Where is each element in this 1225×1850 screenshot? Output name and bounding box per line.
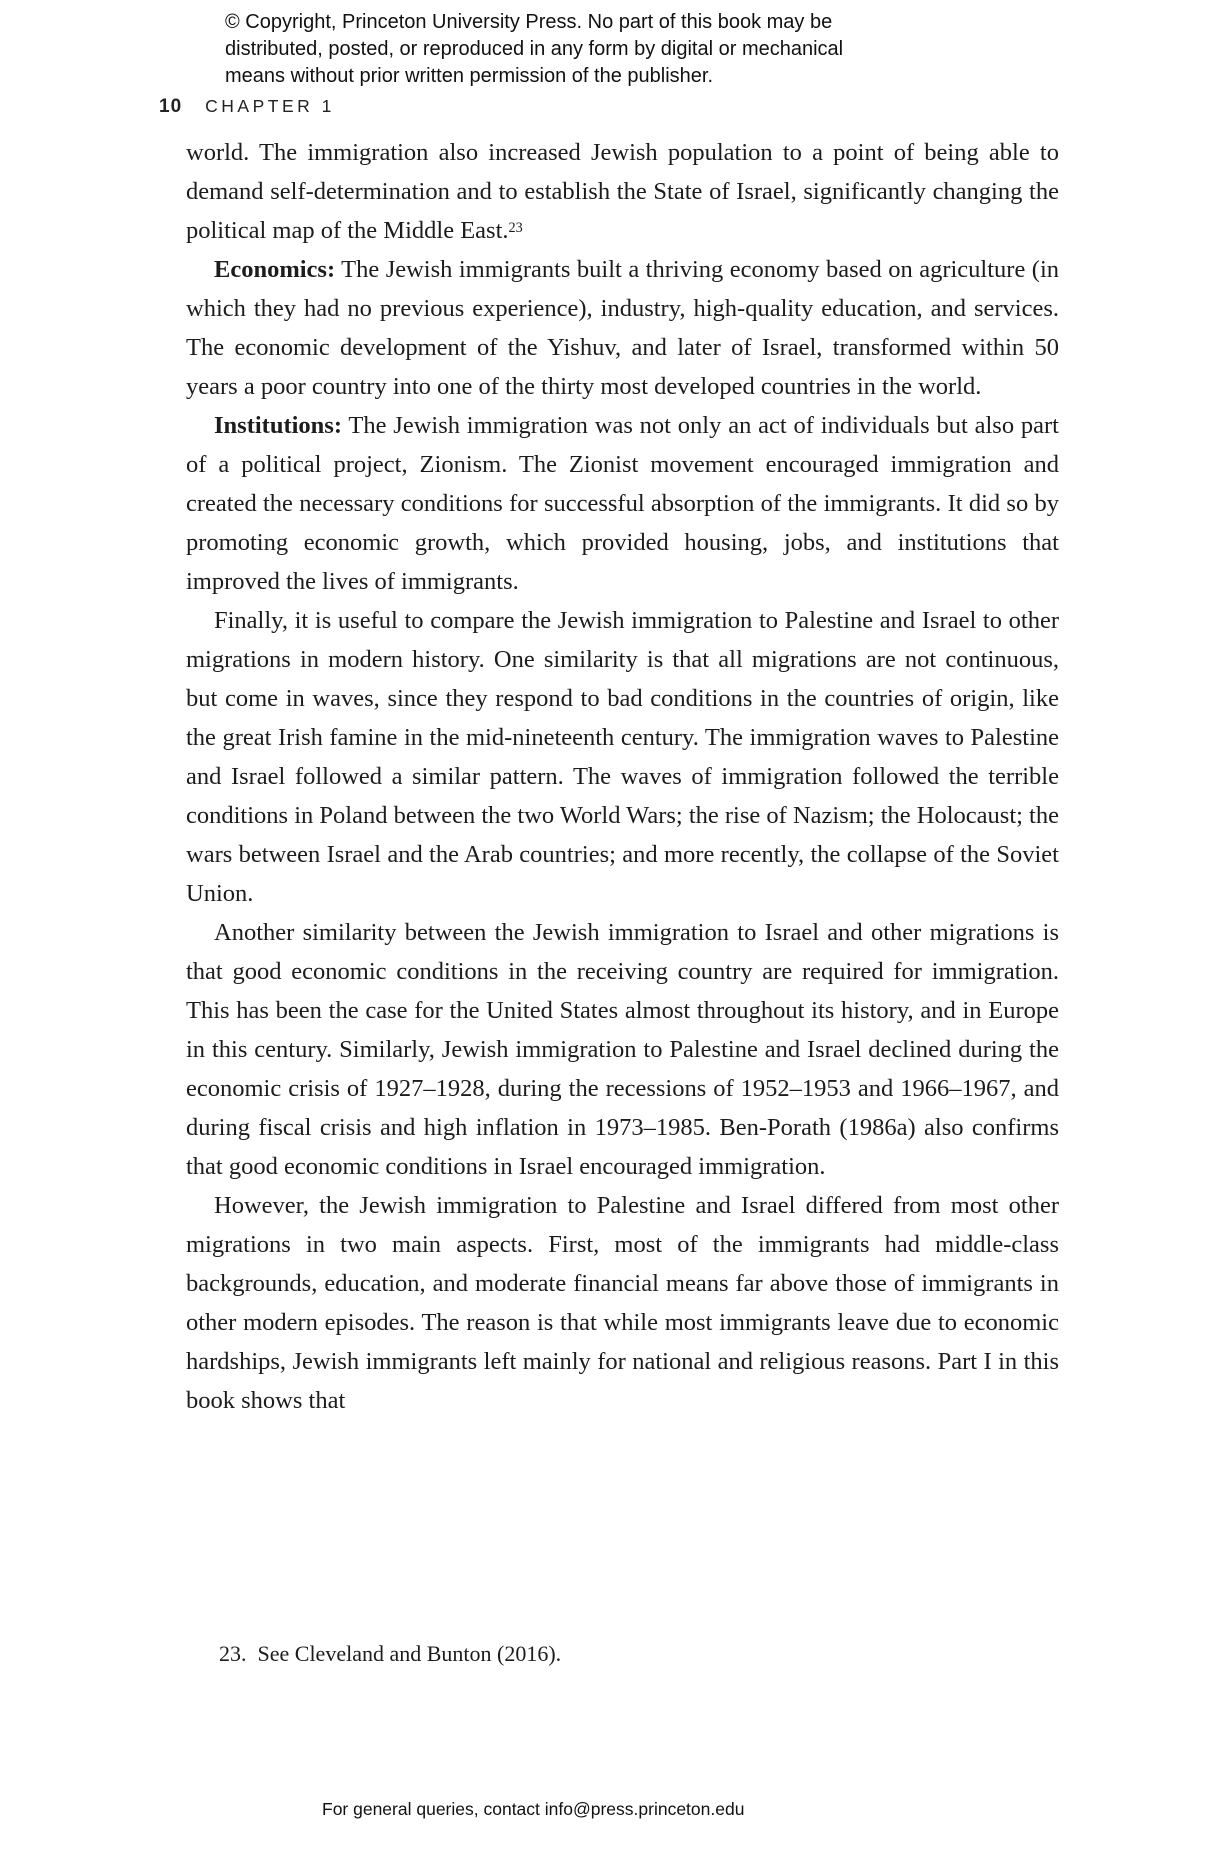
page-number: 10 (159, 96, 183, 117)
copyright-notice (225, 9, 843, 90)
run-in-heading: Institutions: (214, 412, 342, 439)
copyright-line: © Copyright, Princeton University Press. No part of this book may be (225, 11, 833, 33)
run-in-heading: Economics: (214, 256, 336, 283)
paragraph-economics (186, 250, 1059, 406)
paragraph-continuation (186, 133, 1059, 250)
footnote-reference: 23 (508, 219, 523, 236)
paragraph-text: Finally, it is useful to compare the Jewish immigration to Palestine and Israel to other migrations in modern history. One similarity is that all migrations are not continuous, but come in waves, since they respond to bad conditions in the countries of origin, like the great Irish famine in the mid-nineteenth century. The immigration waves to Palestine and Israel followed a similar pattern. The waves of immigration followed the terrible conditions in Poland between the two World Wars; the rise of Nazism; the Holocaust; the wars between Israel and the Arab countries; and more recently, the collapse of the Soviet Union. (186, 607, 1059, 907)
page-footer (322, 1799, 744, 1820)
footer-text: For general queries, contact info@press.princeton.edu (322, 1799, 745, 1819)
copyright-line: means without prior written permission of the publisher. (225, 65, 714, 87)
footnote (186, 1640, 1059, 1668)
footnote-text: See Cleveland and Bunton (2016). (257, 1641, 562, 1666)
footnote-number: 23. (219, 1641, 247, 1666)
paragraph-text: The Jewish immigration was not only an act of individuals but also part of a political project, Zionism. The Zionist movement encouraged immigration and created the necessary conditions for successful absorption of the immigrants. It did so by promoting economic growth, which provided housing, jobs, and institutions that improved the lives of immigrants. (186, 412, 1059, 595)
paragraph-text: The Jewish immigrants built a thriving economy based on agriculture (in which they had no previous experience), industry, high-quality education, and services. The economic development of the Yishuv, and later of Israel, transformed within 50 years a poor country into one of the thirty most developed countries in the world. (186, 256, 1059, 400)
paragraph-similarity (186, 913, 1059, 1186)
copyright-line: distributed, posted, or reproduced in any form by digital or mechanical (225, 38, 844, 60)
paragraph-differences (186, 1186, 1059, 1420)
chapter-label: CHAPTER 1 (205, 96, 335, 116)
paragraph-comparison (186, 601, 1059, 913)
paragraph-text: However, the Jewish immigration to Palestine and Israel differed from most other migrations in two main aspects. First, most of the immigrants had middle-class backgrounds, education, and moderate financial means far above those of immigrants in other modern episodes. The reason is that while most immigrants leave due to economic hardships, Jewish immigrants left mainly for national and religious reasons. Part I in this book shows that (186, 1192, 1059, 1414)
paragraph-text: Another similarity between the Jewish immigration to Israel and other migrations is that good economic conditions in the receiving country are required for immigration. This has been the case for the United States almost throughout its history, and in Europe in this century. Similarly, Jewish immigration to Palestine and Israel declined during the economic crisis of 1927–1928, during the recessions of 1952–1953 and 1966–1967, and during fiscal crisis and high inflation in 1973–1985. Ben-Porath (1986a) also confirms that good economic conditions in Israel encouraged immigration. (186, 919, 1059, 1180)
paragraph-text: world. The immigration also increased Jewish population to a point of being able to demand self-determination and to establish the State of Israel, significantly changing the political map of the Middle East. (186, 139, 1059, 244)
body-text (186, 133, 1059, 1420)
running-head (159, 96, 335, 118)
paragraph-institutions (186, 406, 1059, 601)
